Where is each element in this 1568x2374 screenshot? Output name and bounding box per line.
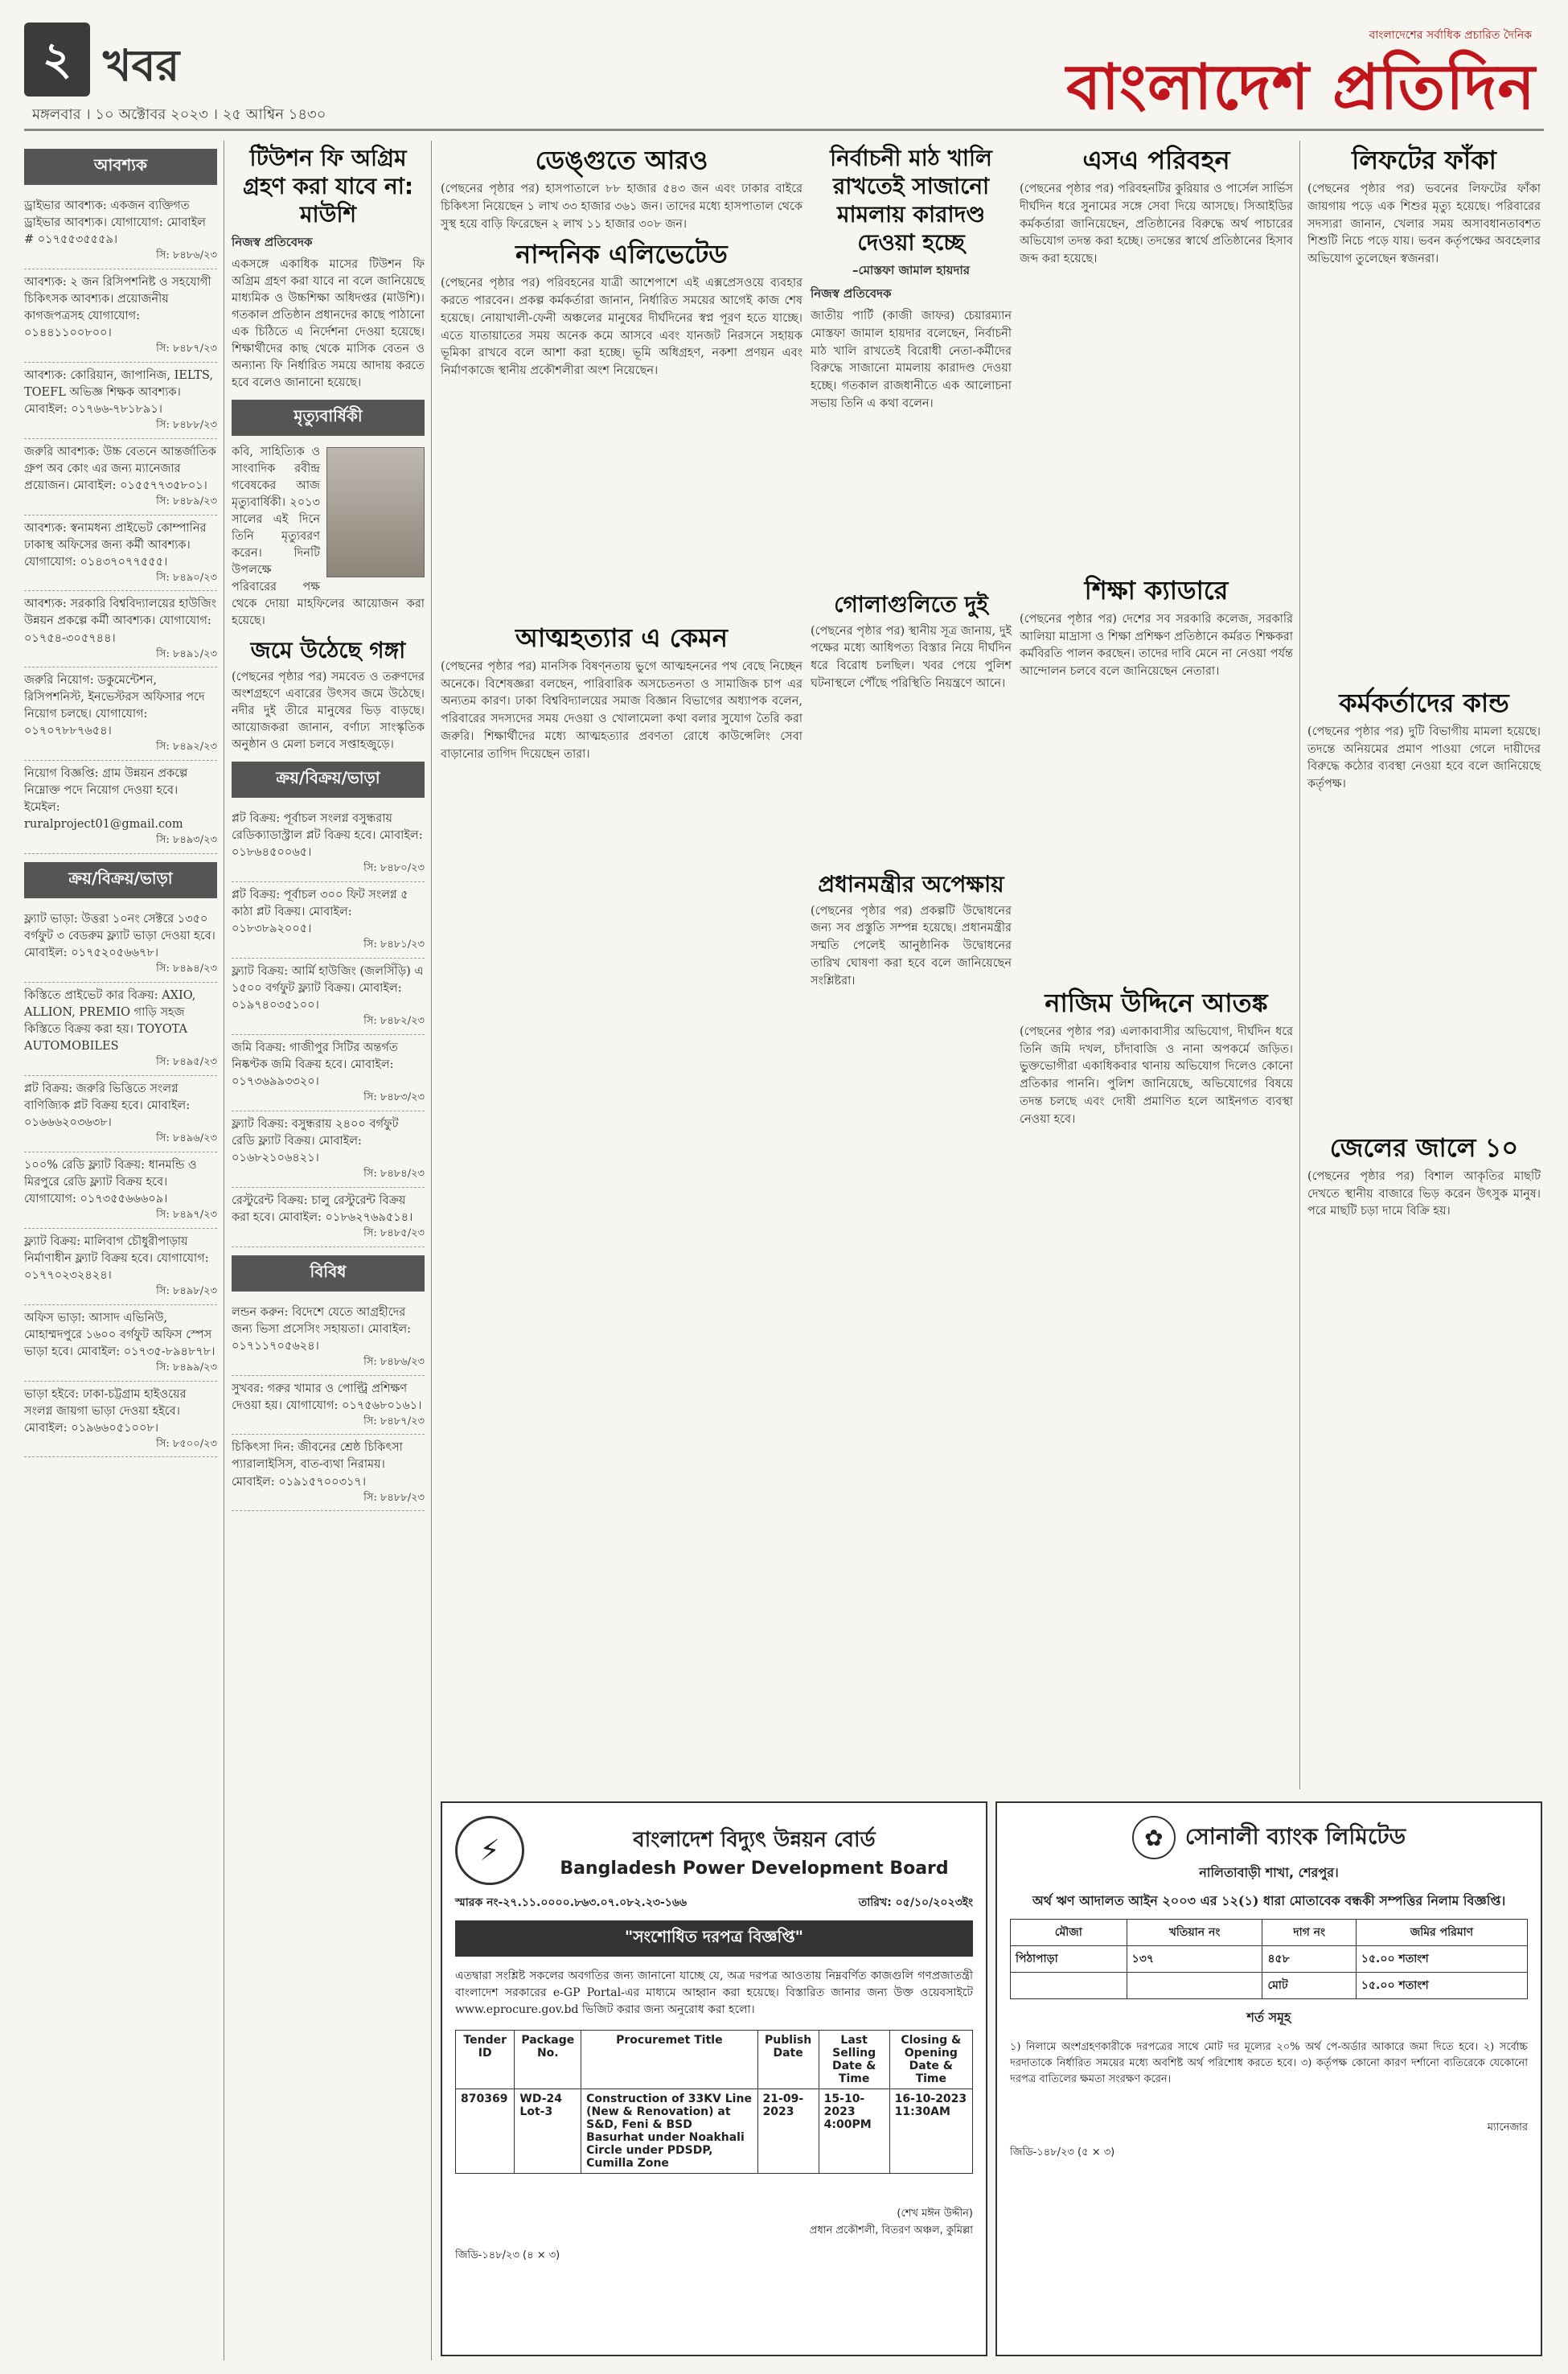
table-row — [456, 2089, 973, 2174]
obituary-heading: মৃত্যুবার্ষিকী — [232, 400, 425, 436]
table-cell: দাগ নং — [1262, 1920, 1356, 1946]
election-quote-byline: –মোস্তফা জামাল হায়দার — [852, 263, 970, 277]
tender-footer: জিডি-১৪৮/২৩ (৪ × ৩) — [455, 2249, 560, 2261]
classified-ad — [232, 1435, 425, 1511]
classified-ad-ref: সি: ৮৪৮৮/২৩ — [156, 418, 217, 431]
classified-ad — [24, 1382, 217, 1458]
tender-table — [455, 2030, 973, 2174]
bullet-headline: গোলাগুলিতে দুই — [834, 590, 988, 618]
classified-ad — [24, 906, 217, 983]
classified-ad — [232, 806, 425, 882]
classified-ad-ref: সি: ৮৪৮৩/২৩ — [363, 1091, 425, 1104]
net-body: (পেছনের পৃষ্ঠার পর) বিশাল আকৃতির মাছটি দেখতে স্থানীয় বাজারে ভিড় করেন উৎসুক মানুষ। পরে মাছটি চড়া দামে বিক্রি হয়। — [1307, 1169, 1541, 1218]
table-cell: 15-10-2023 4:00PM — [819, 2089, 889, 2174]
classified-ad — [24, 1152, 217, 1229]
table-cell: 16-10-2023 11:30AM — [889, 2089, 972, 2174]
table-cell: জমির পরিমাণ — [1356, 1920, 1527, 1946]
table-row — [1011, 1946, 1528, 1973]
classified-ad-ref: সি: ৮৪৮৯/২৩ — [156, 495, 217, 507]
header-rule — [24, 129, 1544, 131]
suicide-body: (পেছনের পৃষ্ঠার পর) মানসিক বিষণ্নতায় ভুগে আত্মহননের পথ বেছে নিচ্ছেন অনেকে। বিশেষজ্ঞরা বলছেন, পারিবারিক অসচেতনতা ও সামাজিক চাপ এর অন্যতম কারণ। ঢাকা বিশ্ববিদ্যালয়ের সমাজ বিজ্ঞান বিভাগের অধ্যাপক বলেন, পরিবারের সদস্যদের সময় দেওয়া ও খোলামেলা কথা বলার সুযোগ তৈরি করা জরুরি। শিক্ষার্থীদের মধ্যে আত্মহত্যার প্রবণতা রোধে কাউন্সেলিং সেবা বাড়ানোর তাগিদ দিয়েছেন তারা। — [441, 659, 802, 761]
bank-table-head — [1011, 1920, 1528, 1946]
misc-heading: বিবিধ — [232, 1255, 425, 1292]
obituary-photo — [326, 447, 425, 577]
tender-memo-row — [455, 1893, 973, 1912]
classified-ad — [24, 1076, 217, 1152]
classified-ad — [232, 1188, 425, 1247]
bullet-body: (পেছনের পৃষ্ঠার পর) স্থানীয় সূত্র জানায়, দুই পক্ষের মধ্যে আধিপত্য বিস্তার নিয়ে দীর্ঘদিন ধরে বিরোধ চলছিল। খবর পেয়ে পুলিশ ঘটনাস্থলে পৌঁছে পরিস্থিতি নিয়ন্ত্রণে আনে। — [811, 624, 1012, 690]
dateline: মঙ্গলবার । ১০ অক্টোবর ২০২৩ । ২৫ আশ্বিন ১৪৩০ — [32, 106, 326, 123]
table-cell: 870369 — [456, 2089, 515, 2174]
ac-headline: এসএ পরিবহন — [1082, 145, 1230, 175]
lift-headline: লিফটের ফাঁকা — [1352, 145, 1496, 175]
tender-org-en: Bangladesh Power Development Board — [560, 1858, 949, 1879]
classified-ad-text: অফিস ভাড়া: আসাদ এভিনিউ, মোহাম্মদপুরে ১৬০০ বর্গফুট অফিস স্পেস ভাড়া হবে। মোবাইল: ০১৭৩৫-৮৯৪৮৭৮। — [24, 1311, 215, 1358]
sonali-bank-logo-icon: ✿ — [1132, 1816, 1176, 1859]
classified-ad — [232, 1111, 425, 1188]
table-cell — [1011, 1973, 1127, 1999]
tender-header — [455, 1816, 973, 1885]
classified-ad-text: ফ্ল্যাট বিক্রয়: বসুন্ধরায় ২৪০০ বর্গফুট রেডি ফ্ল্যাট বিক্রয়। মোবাইল: ০১৬৮২১০৬৪২১। — [232, 1117, 399, 1164]
classified-ad — [24, 591, 217, 667]
pm-headline: প্রধানমন্ত্রীর অপেক্ষায় — [818, 870, 1004, 897]
classified-ad — [232, 1376, 425, 1435]
classified-ad — [24, 363, 217, 439]
bank-table — [1010, 1919, 1528, 1999]
bank-branch: নালিতাবাড়ী শাখা, শেরপুর। — [1199, 1865, 1339, 1880]
column-six — [1307, 141, 1541, 1226]
classified-ad — [232, 882, 425, 959]
page-number: ২ — [24, 23, 90, 97]
nazim-body: (পেছনের পৃষ্ঠার পর) এলাকাবাসীর অভিযোগ, দীর্ঘদিন ধরে তিনি জমি দখল, চাঁদাবাজি ও নানা অপকর্মে জড়িত। ভুক্তভোগীরা একাধিকবার থানায় অভিযোগ দিলেও কোনো প্রতিকার পাননি। পুলিশ জানিয়েছে, অভিযোগের বিষয়ে তদন্ত চলছে এবং দোষী প্রমাণিত হলে আইনগত ব্যবস্থা নেওয়া হবে। — [1020, 1025, 1293, 1126]
obituary-body: কবি, সাহিত্যিক ও সাংবাদিক রবীন্দ্র গবেষকের আজ মৃত্যুবার্ষিকী। ২০১৩ সালের এই দিনে তিনি মৃত্যুবরণ করেন। দিনটি উপলক্ষে পরিবারের পক্ষ থেকে দোয়া মাহফিলের আয়োজন করা হয়েছে। — [232, 446, 425, 628]
classified-ad — [24, 1305, 217, 1382]
classified-ad — [24, 439, 217, 515]
classified-ad — [24, 667, 217, 761]
column-four — [811, 141, 1012, 995]
classified-ad-ref: সি: ৮৪৮৭/২৩ — [363, 1415, 425, 1427]
tuition-byline: নিজস্ব প্রতিবেদক — [232, 235, 313, 249]
classified-ad-ref: সি: ৮৪৯৫/২৩ — [156, 1056, 217, 1069]
column-rule — [431, 141, 432, 2360]
classified-ad-ref: সি: ৮৪৮৮/২৩ — [363, 1491, 425, 1504]
elevated-body: (পেছনের পৃষ্ঠার পর) পরিবহনের যাত্রী আশেপাশে এই এক্সপ্রেসওয়ে ব্যবহার করতে পারবেন। প্রকল্প কর্মকর্তারা জানান, নির্ধারিত সময়ের আগেই কাজ শেষ হয়েছে। নোয়াখালী-ফেনী অঞ্চলের মানুষের দীর্ঘদিনের স্বপ্ন পূরণ হতে যাচ্ছে। এতে যাতায়াতের সময় অনেক কমে আসবে এবং যানজট নিরসনে সহায়ক ভূমিকা রাখবে বলে আশা করা হচ্ছে। ভূমি অধিগ্রহণ, নকশা প্রণয়ন এবং নির্মাণকাজে স্থানীয় প্রকৌশলীরা অংশ নিয়েছেন। — [441, 277, 802, 377]
classifieds-column — [24, 141, 217, 1457]
table-cell: মৌজা — [1011, 1920, 1127, 1946]
table-cell: Tender ID — [456, 2031, 515, 2089]
column-five — [1020, 141, 1293, 1133]
classified-ad-text: চিকিৎসা দিন: জীবনের শ্রেষ্ঠ চিকিৎসা প্যারালাইসিস, বাত-ব্যথা নিরাময়। মোবাইল: ০১৯১৫৭০০৩১৭। — [232, 1441, 403, 1489]
classified-ad-text: ভাড়া হইবে: ঢাকা-চট্টগ্রাম হাইওয়ের সংলগ্ন জায়গা ভাড়া দেওয়া হইবে। মোবাইল: ০১৯৬৬০৫১০০৮। — [24, 1387, 187, 1435]
bank-notice — [995, 1801, 1542, 2356]
classified-ad-ref: সি: ৮৪৮২/২৩ — [363, 1015, 425, 1028]
table-cell: ৪৫৮ — [1262, 1946, 1356, 1973]
table-cell: 21-09-2023 — [757, 2089, 819, 2174]
tender-designation: প্রধান প্রকৌশলী, বিতরণ অঞ্চল, কুমিল্লা — [809, 2224, 973, 2236]
jobs-heading: আবশ্যক — [24, 149, 217, 185]
classified-ad-ref: সি: ৮৪৯৭/২৩ — [156, 1208, 217, 1221]
tender-signer: (শেখ মঈন উদ্দীন) — [897, 2208, 973, 2220]
classified-ad-ref: সি: ৮৫০০/২৩ — [156, 1437, 217, 1450]
bank-terms-heading: শর্ত সমূহ — [1246, 2010, 1291, 2025]
classified-ad-ref: সি: ৮৪৯১/২৩ — [156, 647, 217, 660]
bank-auction-title: অর্থ ঋণ আদালত আইন ২০০৩ এর ১২(১) ধারা মোতাবেক বন্ধকী সম্পত্তির নিলাম বিজ্ঞপ্তি। — [1032, 1893, 1506, 1908]
elevated-headline: নান্দনিক এলিভেটেড — [515, 239, 728, 270]
classified-ad — [24, 193, 217, 269]
classified-ad — [24, 269, 217, 363]
classified-ad — [24, 983, 217, 1076]
staff-headline: কর্মকর্তাদের কান্ড — [1339, 687, 1509, 718]
edu-headline: শিক্ষা ক্যাডারে — [1084, 574, 1229, 606]
classified-ad-text: রেস্টুরেন্ট বিক্রয়: চালু রেস্টুরেন্ট বিক্রয় করা হবে। মোবাইল: ০১৮৬২৭৬৯৫১৪। — [232, 1193, 413, 1224]
column-two — [232, 141, 425, 1511]
classified-ad-ref: সি: ৮৪৯৩/২৩ — [156, 834, 217, 847]
table-cell: Construction of 33KV Line (New & Renovation) at S&D, Feni & BSD Basurhat under Noakhali Circle under PDSDP, Cumilla Zone — [581, 2089, 757, 2174]
classified-ad-ref: সি: ৮৪৯৪/২৩ — [156, 963, 217, 975]
classified-ad — [232, 959, 425, 1035]
tender-intro: এতদ্বারা সংশ্লিষ্ট সকলের অবগতির জন্য জানানো যাচ্ছে যে, অত্র দরপত্র আওতায় নিম্নবর্ণিত কাজগুলি গণপ্রজাতন্ত্রী বাংলাদেশ সরকারের e-GP Portal-এর মাধ্যমে আহ্বান করা হয়েছে। বিস্তারিত জানার জন্য উক্ত ওয়েবসাইটে www.eprocure.gov.bd ভিজিট করার জন্য অনুরোধ করা হলো। — [455, 1969, 973, 2016]
bank-footer: জিডি-১৪৮/২৩ (৫ × ৩) — [1010, 2146, 1115, 2159]
classified-ad-ref: সি: ৮৪৯০/২৩ — [156, 571, 217, 584]
table-cell: খতিয়ান নং — [1127, 1920, 1262, 1946]
table-cell: Publish Date — [757, 2031, 819, 2089]
trade-heading: ক্রয়/বিক্রয়/ভাড়া — [24, 862, 217, 898]
classified-ad-ref: সি: ৮৪৯৬/২৩ — [156, 1132, 217, 1145]
tender-title: "সংশোধিত দরপত্র বিজ্ঞপ্তি" — [455, 1920, 973, 1957]
classified-ad-text: আবশ্যক: কোরিয়ান, জাপানিজ, IELTS, TOEFL অভিজ্ঞ শিক্ষক আবশ্যক। মোবাইল: ০১৭৬৬-৭৮১৮৯১। — [24, 368, 214, 416]
tender-date: তারিখ: ০৫/১০/২০২৩ইং — [858, 1896, 973, 1909]
tender-memo: স্মারক নং-২৭.১১.০০০০.৮৬৩.০৭.০৮২.২৩-১৬৬ — [455, 1896, 688, 1909]
bank-signer: ম্যানেজার — [1487, 2121, 1528, 2134]
classified-ad-ref: সি: ৮৪৮৪/২৩ — [363, 1167, 425, 1180]
table-cell: মোট — [1262, 1973, 1356, 1999]
tuition-body: একসঙ্গে একাধিক মাসের টিউশন ফি অগ্রিম গ্রহণ করা যাবে না বলে জানিয়েছে মাধ্যমিক ও উচ্চশিক্ষা অধিদপ্তর (মাউশি)। গতকাল প্রতিষ্ঠান প্রধানদের কাছে পাঠানো এক চিঠিতে এ নির্দেশনা দেওয়া হয়েছে। শিক্ষার্থীদের কাছ থেকে মাসিক বেতন ও অন্যান্য ফি নির্ধারিত সময়ে আদায় করতে হবে বলেও জানানো হয়েছে। — [232, 258, 425, 390]
classified-ad-text: ১০০% রেডি ফ্ল্যাট বিক্রয়: ধানমন্ডি ও মিরপুরে রেডি ফ্ল্যাট বিক্রয় হবে। যোগাযোগ: ০১৭৩৫৫৬৬৬০৯। — [24, 1158, 197, 1205]
classified-ad-text: নিয়োগ বিজ্ঞপ্তি: গ্রাম উন্নয়ন প্রকল্পে নিম্নোক্ত পদে নিয়োগ দেওয়া হবে। ইমেইল: ruralproject01@gmail.com — [24, 767, 188, 832]
election-byline: নিজস্ব প্রতিবেদক — [811, 286, 892, 301]
table-cell: Procuremet Title — [581, 2031, 757, 2089]
classified-ad-text: প্লট বিক্রয়: জরুরি ভিত্তিতে সংলগ্ন বাণিজ্যিক প্লট বিক্রয় হবে। মোবাইল: ০১৬৬৬২০৩৬৩৮। — [24, 1082, 191, 1129]
classified-ad-text: আবশ্যক: সরকারি বিশ্ববিদ্যালয়ের হাউজিং উন্নয়ন প্রকল্পে কর্মী আবশ্যক। যোগাযোগ: ০১৭৫৪-৩০৫৭৪৪। — [24, 598, 217, 645]
table-cell: ১৩৭ — [1127, 1946, 1262, 1973]
classified-ad-text: প্লট বিক্রয়: পূর্বাচল ৩০০ ফিট সংলগ্ন ৫ কাঠা প্লট বিক্রয়। মোবাইল: ০১৮৩৮৯২০০৫। — [232, 889, 408, 936]
table-cell: ১৫.০০ শতাংশ — [1356, 1973, 1527, 1999]
election-headline: নির্বাচনী মাঠ খালি রাখতেই সাজানো মামলায় কারাদণ্ড দেওয়া হচ্ছে — [830, 145, 992, 256]
table-cell — [1127, 1973, 1262, 1999]
classified-ad-ref: সি: ৮৪৮১/২৩ — [363, 939, 425, 951]
classified-ad-ref: সি: ৮৪৮৬/২৩ — [363, 1355, 425, 1368]
classified-ad — [24, 515, 217, 592]
section-title: খবর — [103, 40, 180, 91]
classified-ad-ref: সি: ৮৪৮৬/২৩ — [156, 249, 217, 262]
election-body: জাতীয় পার্টি (কাজী জাফর) চেয়ারম্যান মোস্তফা জামাল হায়দার বলেছেন, নির্বাচনী মাঠ খালি রাখতেই বিরোধী নেতা-কর্মীদের বিরুদ্ধে সাজানো মামলায় কারাদণ্ড দেওয়া হচ্ছে। গতকাল রাজধানীতে এক আলোচনা সভায় তিনি এ কথা বলেন। — [811, 310, 1012, 410]
edu-body: (পেছনের পৃষ্ঠার পর) দেশের সব সরকারি কলেজ, সরকারি আলিয়া মাদ্রাসা ও শিক্ষা প্রশিক্ষণ প্রতিষ্ঠানে কর্মরত শিক্ষকরা কর্মবিরতি পালন করছেন। তাদের দাবি মেনে না নেওয়া পর্যন্ত আন্দোলন চলবে বলে জানিয়েছেন নেতারা। — [1020, 612, 1293, 678]
net-headline: জেলের জালে ১০ — [1329, 1132, 1519, 1163]
column-rule — [1299, 141, 1300, 1789]
classified-ad — [232, 1035, 425, 1111]
bpdb-logo-icon: ⚡ — [455, 1816, 524, 1885]
classified-ad — [24, 761, 217, 854]
ac-body: (পেছনের পৃষ্ঠার পর) পরিবহনটির কুরিয়ার ও পার্সেল সার্ভিস দীর্ঘদিন ধরে সুনামের সঙ্গে সেবা দিয়ে আসছে। সিআইডির কর্মকর্তারা জানিয়েছেন, প্রতিষ্ঠানের বিরুদ্ধে অর্থ পাচারের অভিযোগ তদন্ত করা হচ্ছে। তদন্তের স্বার্থে প্রতিষ্ঠানের হিসাব জব্দ করা হয়েছে। — [1020, 183, 1293, 265]
classified-ad-text: আবশ্যক: স্বনামধন্য প্রাইভেট কোম্পানির ঢাকাস্থ অফিসের জন্য কর্মী আবশ্যক। যোগাযোগ: ০১৪৩৭০৭৭৫৫৫। — [24, 521, 207, 569]
classified-ad — [24, 1229, 217, 1305]
classified-ad-text: ফ্ল্যাট বিক্রয়: আর্মি হাউজিং (জলসিঁড়ি) এ ১৫০০ বর্গফুট ফ্ল্যাট বিক্রয়। মোবাইল: ০১৯৭৪০৩৫১০০। — [232, 965, 424, 1012]
bank-table-body — [1011, 1946, 1528, 1999]
bank-terms: ১) নিলামে অংশগ্রহণকারীকে দরপত্রের সাথে মোট দর মূল্যের ২০% অর্থ পে-অর্ডার আকারে জমা দিতে হবে। ২) সর্বোচ্চ দরদাতাকে নির্ধারিত সময়ের মধ্যে অবশিষ্ট অর্থ পরিশোধ করতে হবে। ৩) কর্তৃপক্ষ কোনো কারণ দর্শানো ব্যতিরেকে যেকোনো দরপত্র বাতিলের ক্ষমতা সংরক্ষণ করেন। — [1010, 2041, 1528, 2086]
classified-ad-ref: সি: ৮৪৯৯/২৩ — [156, 1361, 217, 1374]
misc-list — [232, 1300, 425, 1512]
classified-ad-text: লন্ডন করুন: বিদেশে যেতে আগ্রহীদের জন্য ভিসা প্রসেসিং সহায়তা। মোবাইল: ০১৭১১৭০৫৬২৪। — [232, 1305, 412, 1353]
classified-ad-text: প্লট বিক্রয়: পূর্বাচল সংলগ্ন বসুন্ধরায় রেডিক্যাডাস্ট্রাল প্লট বিক্রয় হবে। মোবাইল: ০১৮৬৪৫০০৬৫। — [232, 812, 423, 860]
suicide-headline: আত্মহত্যার এ কেমন — [515, 622, 728, 653]
classified-ad-text: আবশ্যক: ২ জন রিসিপশনিষ্ট ও সহযোগী চিকিৎসক আবশ্যক। প্রয়োজনীয় কাগজপত্রসহ যোগাযোগ: ০১৪৪১১০০৮০০। — [24, 275, 211, 339]
lift-body: (পেছনের পৃষ্ঠার পর) ভবনের লিফটের ফাঁকা জায়গায় পড়ে এক শিশুর মৃত্যু হয়েছে। পরিবারের সদস্যরা জানান, খেলার সময় অসাবধানতাবশত শিশুটি নিচে পড়ে যায়। ভবন কর্তৃপক্ষের অবহেলার অভিযোগ তুলেছেন স্বজনরা। — [1307, 183, 1541, 265]
classified-ad-text: জরুরি আবশ্যক: উচ্চ বেতনে আন্তর্জাতিক গ্রুপ অব কোং এর জন্য ম্যানেজার প্রয়োজন। মোবাইল: ০১৫৫৭৭৩৫৮০১। — [24, 445, 216, 492]
classified-ad-text: জরুরি নিয়োগ: ডকুমেন্টেশন, রিসিপশনিস্ট, ইনভেস্টরস অফিসার পদে নিয়োগ চলছে। যোগাযোগ: ০১৭০৭৮৮৭৬৫৪। — [24, 674, 205, 738]
tender-notice — [441, 1801, 987, 2356]
classified-ad — [232, 1300, 425, 1376]
table-row — [1011, 1973, 1528, 1999]
table-cell: Last Selling Date & Time — [819, 2031, 889, 2089]
ganga-headline: জমে উঠেছে গঙ্গা — [250, 637, 406, 664]
classified-ad-text: কিস্তিতে প্রাইভেট কার বিক্রয়: AXIO, ALLION, PREMIO গাড়ি সহজ কিস্তিতে বিক্রয় করা হয়। TOYOTA AUTOMOBILES — [24, 989, 196, 1054]
tender-table-head — [456, 2031, 973, 2089]
classified-ad-text: ড্রাইভার আবশ্যক: একজন ব্যক্তিগত ড্রাইভার আবশ্যক। যোগাযোগ: মোবাইল # ০১৭৫৫৩৫৫৫৯। — [24, 199, 206, 247]
bank-header — [1010, 1816, 1528, 1859]
tuition-headline: টিউশন ফি অগ্রিম গ্রহণ করা যাবে না: মাউশি — [242, 145, 414, 228]
classified-ad-ref: সি: ৮৪৯৮/২৩ — [156, 1284, 217, 1297]
column-three — [441, 141, 802, 768]
classified-ad-ref: সি: ৮৪৮০/২৩ — [363, 862, 425, 875]
dengue-headline: ডেঙ্গুতে আরও — [535, 145, 708, 175]
trade-list-2 — [232, 806, 425, 1247]
classified-ad-ref: সি: ৮৪৮৭/২৩ — [156, 342, 217, 355]
classified-ad-text: সুখবর: গরুর খামার ও পোল্ট্রি প্রশিক্ষণ দেওয়া হয়। যোগাযোগ: ০১৭৫৬৮০১৬১। — [232, 1382, 422, 1412]
table-cell: পিঠাপাড়া — [1011, 1946, 1127, 1973]
classified-ad-text: ফ্ল্যাট ভাড়া: উত্তরা ১০নং সেক্টরে ১৩৫০ বর্গফুট ৩ বেডরুম ফ্ল্যাট ভাড়া দেওয়া হবে। মোবাইল: ০১৭৫২০৫৬৬৭৮। — [24, 913, 215, 960]
classified-ad-ref: সি: ৮৪৯২/২৩ — [156, 741, 217, 754]
table-cell: ১৫.০০ শতাংশ — [1356, 1946, 1527, 1973]
trade-list — [24, 906, 217, 1457]
tender-org-bn: বাংলাদেশ বিদ্যুৎ উন্নয়ন বোর্ড — [633, 1827, 876, 1852]
staff-body: (পেছনের পৃষ্ঠার পর) দুটি বিভাগীয় মামলা হয়েছে। তদন্তে অনিয়মের প্রমাণ পাওয়া গেলে দায়ীদের বিরুদ্ধে কঠোর ব্যবস্থা নেওয়া হবে বলে জানিয়েছে কর্তৃপক্ষ। — [1307, 725, 1541, 791]
nazim-headline: নাজিম উদ্দিনে আতঙ্ক — [1045, 987, 1268, 1018]
trade-heading-2: ক্রয়/বিক্রয়/ভাড়া — [232, 762, 425, 798]
classified-ad-text: ফ্ল্যাট বিক্রয়: মালিবাগ চৌধুরীপাড়ায় নির্মাণাধীন ফ্ল্যাট বিক্রয় হবে। যোগাযোগ: ০১৭৭০২৩২৪২৪। — [24, 1234, 209, 1282]
logo-tagline: বাংলাদেশের সর্বাধিক প্রচারিত দৈনিক — [1369, 29, 1532, 42]
table-cell: WD-24 Lot-3 — [515, 2089, 581, 2174]
classified-ad-ref: সি: ৮৪৮৫/২৩ — [363, 1226, 425, 1239]
masthead-logo: বাংলাদেশ প্রতিদিন — [1066, 51, 1536, 124]
ganga-body: (পেছনের পৃষ্ঠার পর) সমবেত ও তরুণদের অংশগ্রহণে এবারের উৎসব জমে উঠেছে। নদীর দুই তীরে মানুষের ভিড় বাড়ছে। আয়োজকরা জানান, বর্ণাঢ্য সাংস্কৃতিক অনুষ্ঠান ও মেলা চলবে সপ্তাহজুড়ে। — [232, 671, 425, 752]
table-cell: Closing & Opening Date & Time — [889, 2031, 972, 2089]
dengue-body: (পেছনের পৃষ্ঠার পর) হাসপাতালে ৮৮ হাজার ৫৪৩ জন এবং ঢাকার বাইরে চিকিৎসা নিয়েছেন ১ লাখ ৩৩ হাজার ৩৬১ জন। তাদের মধ্যে হাসপাতাল থেকে সুস্থ হয়ে বাড়ি ফিরেছেন ২ লাখ ১১ হাজার ৩০৮ জন। — [441, 183, 802, 231]
bank-name: সোনালী ব্যাংক লিমিটেড — [1184, 1822, 1406, 1850]
pm-body: (পেছনের পৃষ্ঠার পর) প্রকল্পটি উদ্বোধনের জন্য সব প্রস্তুতি সম্পন্ন হয়েছে। প্রধানমন্ত্রীর সম্মতি পেলেই আনুষ্ঠানিক উদ্বোধনের তারিখ ঘোষণা করা হবে বলে জানিয়েছেন সংশ্লিষ্টরা। — [811, 904, 1012, 988]
jobs-list — [24, 193, 217, 854]
classified-ad-text: জমি বিক্রয়: গাজীপুর সিটির অন্তর্গত নিষ্কণ্টক জমি বিক্রয় হবে। মোবাইল: ০১৭৩৬৯৯৩৩২০। — [232, 1041, 398, 1089]
table-cell: Package No. — [515, 2031, 581, 2089]
